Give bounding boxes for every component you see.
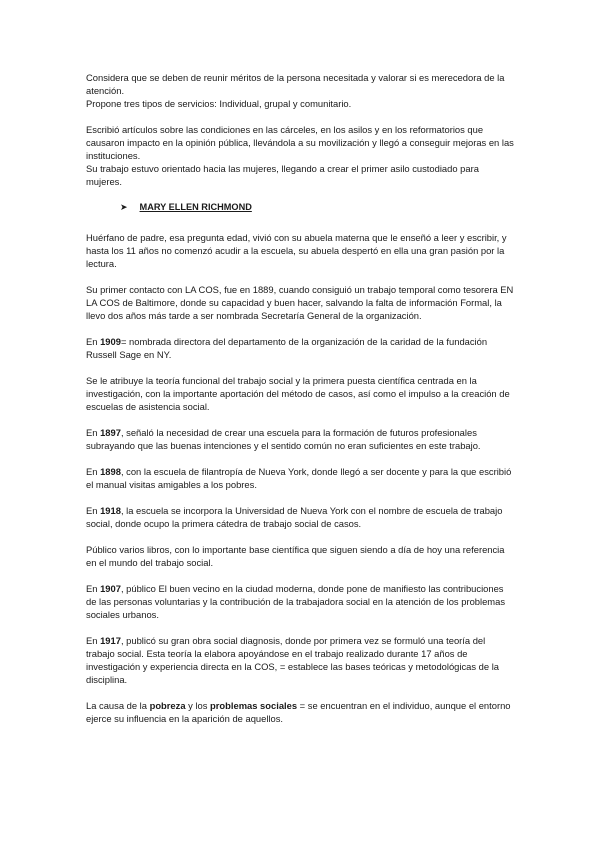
section-title: MARY ELLEN RICHMOND [139, 202, 252, 212]
paragraph-1907: En 1907, público El buen vecino en la ciudad moderna, donde pone de manifiesto las contribuciones de las personas voluntarias y la contribución de la trabajadora social en la atención de los problemas sociales urbanos. [86, 583, 506, 620]
intro-line-2: Propone tres tipos de servicios: Individual, grupal y comunitario. [86, 98, 352, 109]
paragraph-teoria: Se le atribuye la teoría funcional del trabajo social y la primera puesta científica centrada en la investigación, con la importante aportación del método de casos, así como el impulso a la creación de escuelas de asistencia social. [86, 375, 510, 412]
section-heading [120, 201, 515, 214]
intro-line-1: Considera que se deben de reunir méritos de la persona necesitada y valorar si es merecedora de la atención. [86, 72, 505, 96]
paragraph-causa: La causa de la pobreza y los problemas sociales = se encuentran en el individuo, aunque el entorno ejerce su influencia en la aparición de aquellos. [86, 700, 511, 724]
arrow-bullet-icon: ➤ [120, 202, 128, 212]
term-pobreza: pobreza [149, 700, 186, 711]
year-1918: 1918 [100, 505, 121, 516]
paragraph-1909: En 1909= nombrada directora del departamento de la organización de la caridad de la fundación Russell Sage en NY. [86, 336, 488, 360]
year-1897: 1897 [100, 427, 121, 438]
paragraph-1917: En 1917, publicó su gran obra social diagnosis, donde por primera vez se formuló una teoría del trabajo social. Esta teoría la elabora apoyándose en el trabajo realizado durante 17 años de investigación y experiencia directa en la COS, = establece las bases teóricas y metodológicas de la disciplina. [86, 635, 499, 685]
year-1898: 1898 [100, 466, 121, 477]
paragraph-mujeres: Su trabajo estuvo orientado hacia las mujeres, llegando a crear el primer asilo custodiado para mujeres. [86, 163, 479, 187]
paragraph-1918: En 1918, la escuela se incorpora la Universidad de Nueva York con el nombre de escuela de trabajo social, donde ocupo la primera cátedra de trabajo social de casos. [86, 505, 503, 529]
term-problemas-sociales: problemas sociales [210, 700, 298, 711]
year-1907: 1907 [100, 583, 121, 594]
year-1909: 1909 [100, 336, 121, 347]
year-1917: 1917 [100, 635, 121, 646]
paragraph-1898: En 1898, con la escuela de filantropía de Nueva York, donde llegó a ser docente y para la que escribió el manual visitas amigables a los pobres. [86, 466, 512, 490]
paragraph-publico: Público varios libros, con lo importante base científica que siguen siendo a día de hoy una referencia en el mundo del trabajo social. [86, 544, 505, 568]
paragraph-carceles: Escribió artículos sobre las condiciones en las cárceles, en los asilos y en los reformatorios que causaron impacto en la opinión pública, llevándola a su movilización y llegó a conseguir mejoras en las instituciones. [86, 124, 514, 161]
paragraph-1897: En 1897, señaló la necesidad de crear una escuela para la formación de futuros profesionales subrayando que las buenas intenciones y el sentido común no eran suficientes en este trabajo. [86, 427, 481, 451]
paragraph-huerfano: Huérfano de padre, esa pregunta edad, vivió con su abuela materna que le enseñó a leer y escribir, y hasta los 11 años no comenzó acudir a la escuela, su abuela despertó en ella una gran pasión por la lectura. [86, 232, 507, 269]
paragraph-cos: Su primer contacto con LA COS, fue en 1889, cuando consiguió un trabajo temporal como tesorera EN LA COS de Baltimore, donde su capacidad y buen hacer, salvando la falta de información Formal, la llevo dos años más tarde a ser nombrada Secretaría General de la organización. [86, 284, 514, 321]
